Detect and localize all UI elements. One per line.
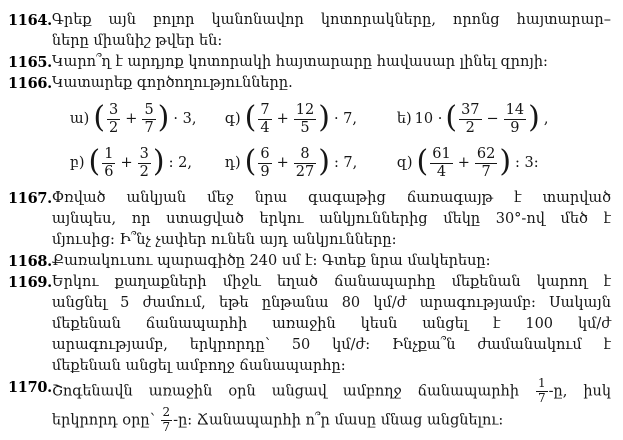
fraction	[459, 102, 481, 135]
close-paren: )	[152, 144, 165, 179]
close-paren: )	[499, 144, 512, 179]
problem-line: Գրեք այն բոլոր կանոնավոր կոտորակները, որոնց հայտարար–	[51, 12, 611, 28]
problem-body	[52, 52, 611, 73]
problem-item	[8, 251, 611, 272]
problem-body	[52, 10, 611, 52]
fraction-numerator: 14	[505, 102, 525, 119]
problem-number: 1170.	[8, 379, 52, 396]
exercise-label: զ)	[396, 155, 413, 171]
problem-line: մյուսից: Ի՞նչ չափեր ունեն այդ անկյունները:	[51, 232, 397, 248]
fraction-numerator: 6	[260, 146, 270, 163]
fraction-numerator: 1	[538, 376, 546, 390]
fraction-denominator: 9	[260, 163, 270, 180]
exercise-expression	[225, 141, 397, 185]
operator: +	[125, 111, 138, 127]
fraction-numerator: 12	[295, 102, 315, 119]
fraction	[107, 102, 120, 135]
problem-number: 1166.	[8, 75, 52, 92]
exercise-suffix: · 3,	[173, 111, 197, 127]
exercise-label: գ)	[224, 111, 241, 127]
problem-number: 1168.	[8, 253, 52, 270]
fraction	[430, 146, 452, 179]
problem-list	[8, 10, 611, 436]
problem-body	[52, 73, 611, 188]
problem-line: մեքենան անցել ամբողջ ճանապարհը:	[51, 358, 346, 374]
exercise-expression	[397, 141, 611, 185]
fraction-numerator: 7	[260, 102, 270, 119]
close-paren: )	[318, 144, 330, 179]
problem-line: Փռված անկյան մեջ նրա գագաթից ճառագայթ է տարված	[51, 190, 611, 206]
exercise-suffix: · 7,	[333, 111, 357, 127]
exercise-suffix: : 7,	[333, 155, 358, 171]
fraction-numerator: 37	[461, 102, 480, 119]
problem-body	[52, 272, 611, 377]
fraction	[294, 146, 316, 179]
operator: +	[276, 155, 289, 171]
exercise-label: բ)	[69, 155, 85, 171]
problem-line: Քառակուսու պարագիծը 240 սմ է: Գտեք նրա մակերեսը:	[51, 253, 491, 269]
exercise-expression	[397, 97, 611, 141]
problem-line: Շոգենավն առաջին օրն անցավ ամբողջ ճանապարհի $\frac{1}{7}$ -ը, իսկ	[51, 376, 611, 405]
problem-line: Երկու քաղաքների միջև եղած ճանապարհը մեքենան կարող է	[51, 274, 611, 290]
fraction	[504, 102, 526, 135]
close-paren: )	[318, 100, 330, 135]
close-paren: )	[528, 100, 540, 135]
open-paren: (	[88, 144, 101, 179]
exercise-expression	[225, 97, 397, 141]
fraction-denominator: 27	[295, 163, 315, 180]
exercise-prefix: 10 ·	[414, 111, 443, 127]
exercise-label: ա)	[69, 111, 90, 127]
fraction-numerator: 61	[432, 146, 451, 163]
fraction	[258, 102, 271, 135]
open-paren: (	[445, 100, 458, 135]
exercise-expression	[70, 141, 225, 185]
problem-body	[52, 377, 611, 436]
fraction-numerator: 62	[476, 146, 496, 163]
problem-line: անցնել 5 ժամում, եթե ընթանա 80 կմ/ժ արագությամբ: Սակայն	[51, 295, 611, 311]
operator: +	[276, 111, 289, 127]
fraction-denominator: 7	[162, 420, 171, 435]
operator: −	[486, 111, 499, 127]
problem-line: Կարո՞ղ է արդյոք կոտորակի հայտարարը հավասար լինել զրոյի:	[51, 54, 548, 70]
problem-item	[8, 10, 611, 52]
fraction-numerator: 3	[109, 102, 119, 119]
problem-item	[8, 52, 611, 73]
exercise-suffix: ,	[543, 111, 549, 127]
operator: +	[120, 155, 133, 171]
fraction-numerator: 8	[294, 146, 316, 163]
fraction-numerator: 2	[162, 405, 171, 420]
problem-item	[8, 188, 611, 251]
open-paren: (	[244, 100, 257, 135]
fraction-numerator: 1	[104, 146, 114, 163]
open-paren: (	[93, 100, 106, 135]
problem-number: 1167.	[8, 190, 52, 207]
problem-line: երկրորդ օրը՝ $\frac{2}{7}$ -ը: Ճանապարհի ո՞ր մասը մնաց անցնելու:	[51, 405, 504, 435]
problem-line: այնպես, որ ստացված երկու անկյուններից մեկը 30°-ով մեծ է	[51, 211, 611, 227]
problem-line: Կատարեք գործողությունները.	[51, 75, 293, 91]
exercise-suffix: : 3:	[515, 155, 539, 171]
problem-body	[52, 251, 611, 272]
close-paren: )	[157, 100, 170, 135]
fraction	[142, 102, 155, 135]
fraction	[138, 146, 151, 179]
fraction-denominator: 7	[481, 163, 491, 180]
fraction-numerator: 5	[144, 102, 154, 119]
open-paren: (	[244, 144, 257, 179]
fraction-denominator: 5	[300, 119, 310, 136]
fraction-denominator: 9	[510, 119, 520, 136]
fraction	[102, 146, 115, 179]
exercise-label: դ)	[224, 155, 241, 171]
exercise-expression	[70, 97, 225, 141]
problem-item	[8, 73, 611, 188]
problem-line: ները միանիշ թվեր են:	[51, 33, 223, 49]
problem-number: 1165.	[8, 54, 52, 71]
fraction	[475, 146, 497, 179]
problem-number: 1169.	[8, 274, 52, 291]
fraction-denominator: 6	[104, 163, 114, 180]
operator: +	[457, 155, 470, 171]
exercise-grid	[52, 97, 611, 185]
fraction-denominator: 2	[465, 119, 475, 136]
problem-line: մեքենան ճանապարհի առաջին կեսն անցել է 100 կմ/ժ	[51, 316, 611, 332]
fraction	[161, 406, 173, 435]
exercise-suffix: : 2,	[168, 155, 192, 171]
exercise-label: ե)	[396, 111, 412, 127]
fraction-denominator: 7	[538, 390, 546, 405]
open-paren: (	[416, 144, 429, 179]
fraction	[294, 102, 316, 135]
problem-body	[52, 188, 611, 251]
problem-line: արագությամբ, երկրորդը՝ 50 կմ/ժ: Ինչքա՞ն ժամանակում է	[51, 337, 611, 353]
problem-item	[8, 272, 611, 377]
problem-item	[8, 377, 611, 436]
fraction	[536, 377, 548, 406]
fraction-denominator: 7	[144, 119, 154, 136]
fraction-denominator: 2	[139, 163, 149, 180]
fraction-denominator: 4	[436, 163, 447, 180]
problem-number: 1164.	[8, 12, 52, 29]
fraction-denominator: 2	[109, 119, 119, 136]
fraction-numerator: 3	[139, 146, 149, 163]
fraction	[258, 146, 271, 179]
fraction-denominator: 4	[260, 119, 270, 136]
